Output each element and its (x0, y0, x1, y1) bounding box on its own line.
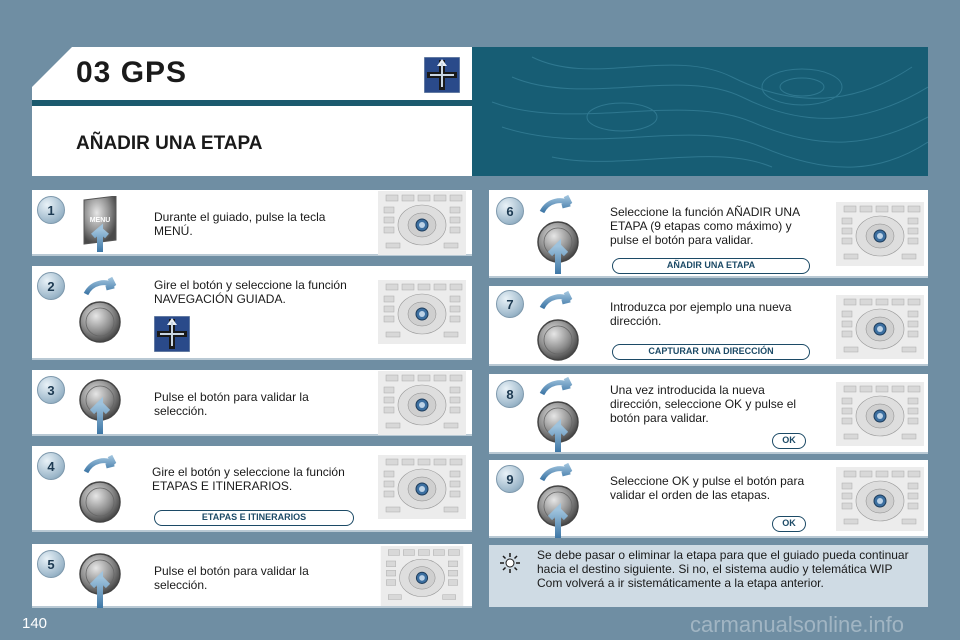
step-2-text: Gire el botón y seleccione la función NAVEGACIÓN GUIADA. (154, 278, 347, 306)
step-3-text: Pulse el botón para validar la selección. (154, 390, 309, 418)
watermark: carmanualsonline.info (690, 612, 905, 637)
step-number-badge: 3 (37, 376, 65, 404)
console-panel-image (378, 191, 466, 255)
gps-crossroad-icon (424, 57, 460, 93)
step-number-badge: 6 (496, 197, 524, 225)
console-panel-image (836, 194, 924, 274)
menu-option-pill: CAPTURAR UNA DIRECCIÓN (612, 344, 810, 360)
step-number-badge: 5 (37, 550, 65, 578)
step-7-text: Introduzca por ejemplo una nueva dirección. (610, 300, 792, 328)
note-text: Se debe pasar o eliminar la etapa para que el guiado pueda continuar hacia el destino siguiente. Si no, el sistema audio y telemática WIP Com volverá a ir sistemáticamente a la etapa anterior. (537, 548, 909, 590)
rotate-knob-icon (72, 274, 132, 344)
console-panel-image (378, 371, 466, 435)
step-8-text: Una vez introducida la nueva dirección, seleccione OK y pulse el botón para validar. (610, 383, 797, 425)
tip-sun-icon (500, 553, 520, 573)
menu-option-pill: AÑADIR UNA ETAPA (612, 258, 810, 274)
step-number-badge: 7 (496, 290, 524, 318)
push-knob-icon (72, 546, 132, 610)
rotate-knob-icon (72, 450, 132, 526)
menu-key-icon (80, 196, 120, 254)
gps-crossroad-icon (154, 316, 190, 352)
step-9-text: Seleccione OK y pulse el botón para validar el orden de las etapas. (610, 474, 805, 502)
console-panel-image (378, 450, 466, 524)
step-4-text: Gire el botón y seleccione la función ETAPAS E ITINERARIOS. (152, 465, 345, 493)
console-panel-image (378, 546, 466, 606)
console-panel-image (378, 270, 466, 354)
step-number-badge: 1 (37, 196, 65, 224)
ok-pill: OK (772, 433, 806, 449)
rotate-knob-icon (528, 288, 592, 368)
console-panel-image (836, 377, 924, 451)
page-title: 03 GPS (76, 56, 188, 89)
step-1-text: Durante el guiado, pulse la tecla MENÚ. (154, 210, 326, 238)
step-number-badge: 9 (496, 465, 524, 493)
step-6-text: Seleccione la función AÑADIR UNA ETAPA (9 etapas como máximo) y pulse el botón para validar. (610, 205, 800, 247)
page-number: 140 (22, 615, 48, 632)
menu-key-label: MENU (89, 217, 111, 224)
step-number-badge: 4 (37, 452, 65, 480)
rotate-push-knob-icon (528, 192, 592, 276)
decorative-map-panel (472, 47, 928, 176)
console-panel-image (836, 290, 924, 364)
rotate-push-knob-icon (528, 374, 592, 454)
ok-pill: OK (772, 516, 806, 532)
step-number-badge: 8 (496, 380, 524, 408)
rotate-push-knob-icon (528, 460, 592, 540)
console-panel-image (836, 463, 924, 535)
step-5-text: Pulse el botón para validar la selección. (154, 564, 309, 592)
topographic-lines (472, 47, 928, 176)
step-number-badge: 2 (37, 272, 65, 300)
section-title: AÑADIR UNA ETAPA (76, 133, 263, 154)
menu-option-pill: ETAPAS E ITINERARIOS (154, 510, 354, 526)
push-knob-icon (72, 372, 132, 436)
